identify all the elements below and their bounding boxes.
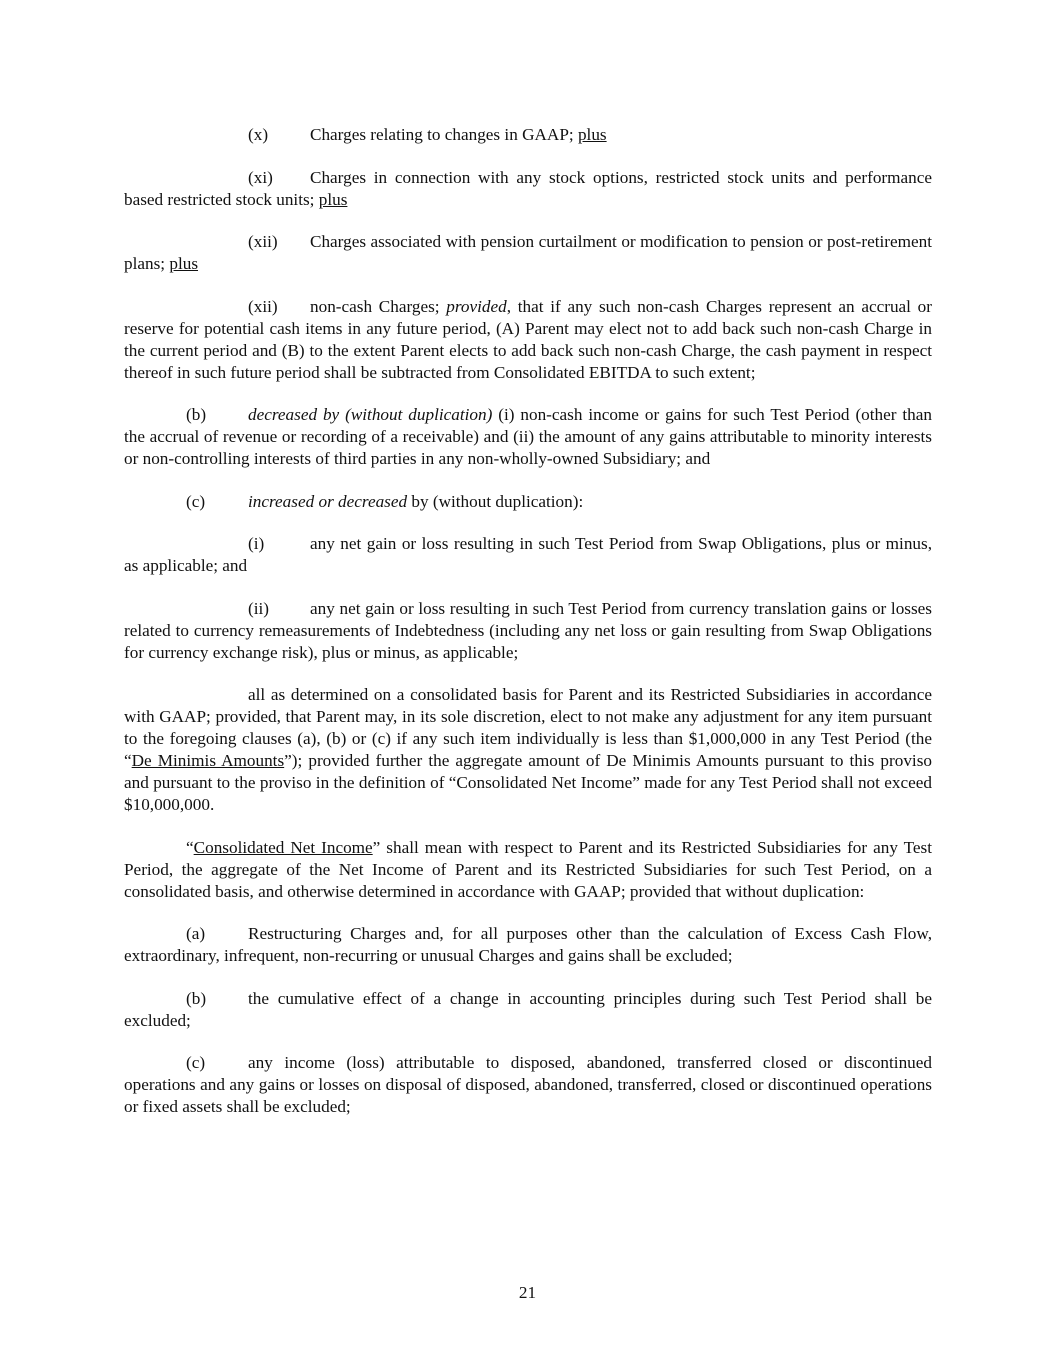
clause-xii-non-cash: (xii) non-cash Charges; provided, that if any such non-cash Charges represent an accrual or reserve for potential cash items in any future period, (A) Parent may elect not to add back such non-cash Charge in the current period and (B) to the extent Parent elects to add back such non-cash Charge, the cash payment in respect thereof in such future period shall be subtracted from Consolidated EBITDA to such extent; <box>124 296 932 382</box>
clause-number: (i) <box>248 534 265 553</box>
clause-number: (b) <box>186 405 207 424</box>
de-minimis-paragraph: all as determined on a consolidated basis for Parent and its Restricted Subsidiaries in accordance with GAAP; provided, that Parent may, in its sole discretion, elect to not make any adjustment for any item pursuant to the foregoing clauses (a), (b) or (c) if any such item individually is less than $1,000,000 in any Test Period (the “De Minimis Amounts”); provided further the aggregate amount of De Minimis Amounts pursuant to this proviso and pursuant to the proviso in the definition of “Consolidated Net Income” made for any Test Period shall not exceed $10,000,000. <box>124 685 932 814</box>
page-number: 21 <box>518 1283 537 1302</box>
clause-c-ii: (ii) any net gain or loss resulting in such Test Period from currency translation gains or losses related to currency remeasurements of Indebtedness (including any net loss or gain resulting from Swap Obligations for currency exchange risk), plus or minus, as applicable; <box>124 598 932 662</box>
clause-number: (x) <box>248 125 269 144</box>
clause-b-decreased: (b) decreased by (without duplication) (i) non-cash income or gains for such Test Period (other than the accrual of revenue or recording of a receivable) and (ii) the amount of any gains attributable to minority interests or non-controlling interests of third parties in any non-wholly-owned Subsidiary; and <box>124 405 932 468</box>
clause-x: (x) Charges relating to changes in GAAP; plus <box>248 125 607 144</box>
clause-number: (b) <box>186 988 207 1008</box>
clause-number: (xii) <box>248 232 278 251</box>
cni-clause-c: (c) any income (loss) attributable to disposed, abandoned, transferred closed or discontinued operations and any gains or losses on disposal of disposed, abandoned, transferred, closed or discontinued operations or fixed assets shall be excluded; <box>124 1053 932 1116</box>
document-page <box>124 124 932 1139</box>
clause-xii-pension: (xii) Charges associated with pension curtailment or modification to pension or post-retirement plans; plus <box>124 232 932 273</box>
cni-clause-a: (a) Restructuring Charges and, for all purposes other than the calculation of Excess Cash Flow, extraordinary, infrequent, non-recurring or unusual Charges and gains shall be excluded; <box>124 924 932 965</box>
clause-number: (c) <box>186 491 206 511</box>
defined-term: Consolidated Net Income <box>193 837 373 857</box>
clause-number: (xi) <box>248 167 273 187</box>
clause-number: (xii) <box>248 296 278 316</box>
defined-term: De Minimis Amounts <box>131 751 285 770</box>
clause-c-i: (i) any net gain or loss resulting in such Test Period from Swap Obligations, plus or minus, as applicable; and <box>124 534 932 575</box>
clause-number: (a) <box>186 924 206 943</box>
consolidated-net-income-definition: “Consolidated Net Income” shall mean with respect to Parent and its Restricted Subsidiaries for any Test Period, the aggregate of the Net Income of Parent and its Restricted Subsidiaries for such Test Period, on a consolidated basis, and otherwise determined in accordance with GAAP; provided that without duplication: <box>124 837 932 901</box>
clause-c-increased: (c) increased or decreased by (without duplication): <box>186 491 584 511</box>
clause-number: (ii) <box>248 598 269 618</box>
clause-number: (c) <box>186 1053 206 1072</box>
clause-xi: (xi) Charges in connection with any stock options, restricted stock units and performance based restricted stock units; plus <box>124 167 932 209</box>
cni-clause-b: (b) the cumulative effect of a change in accounting principles during such Test Period shall be excluded; <box>124 988 932 1030</box>
